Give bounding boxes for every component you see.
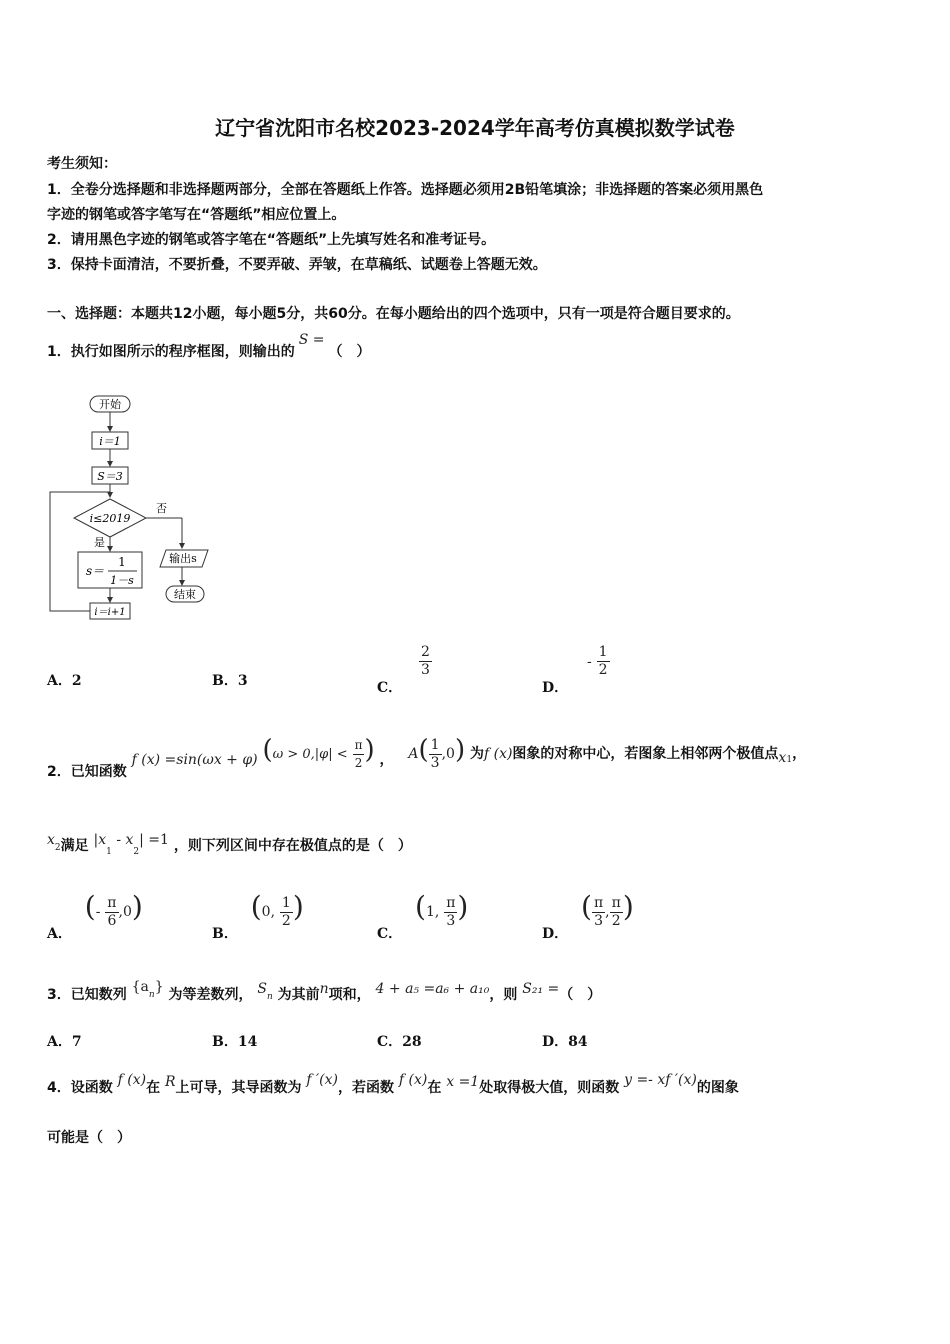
- flowchart: [46, 392, 216, 632]
- q2-option-c: C． (1, $\frac{\pi}{3}$ ): [377, 890, 469, 942]
- flow-yes-label: 是: [94, 536, 105, 549]
- notice-heading: 考生须知：: [47, 156, 117, 172]
- flow-init-s-text: S＝3: [97, 470, 123, 483]
- q3-stem: 3．已知数列 $\{a_n\}$ 为等差数列， $S_n$ 为其前n项和， 4 + a₅ =a₆ + a₁₀，则 S₂₁ =（ ）: [47, 979, 602, 1003]
- notice-item: 1．全卷分选择题和非选择题两部分，全部在答题纸上作答。选择题必须用2B铅笔填涂；非选择题的答案必须用黑色: [47, 182, 764, 198]
- q1-option-c: C． $\frac{2}{3}$: [377, 644, 430, 696]
- flow-assign-num: 1: [118, 555, 126, 569]
- flow-increment-text: i＝i+1: [94, 607, 126, 618]
- q2-option-b: B． (0, $\frac{1}{2}$ ): [212, 890, 304, 942]
- q1-option-a: A．2: [47, 673, 82, 689]
- flow-output-text: 输出s: [169, 552, 197, 565]
- section-heading: 一、选择题：本题共12小题，每小题5分，共60分。在每小题给出的四个选项中，只有一项是符合题目要求的。: [47, 306, 740, 322]
- notice-item: 3．保持卡面清洁，不要折叠，不要弄破、弄皱，在草稿纸、试题卷上答题无效。: [47, 257, 547, 273]
- q2-stem-line1: 2．已知函数 f (x) =sin(ωx + φ) (ω > 0,|φ| < $\frac{\pi}{2}$ ) ， A( $\frac{1}{3}$ ,0) 为f (x)图象的对称中心，若图象上相邻两个极值点$x_1$，: [47, 735, 807, 780]
- q3-option-c: C．28: [377, 1034, 422, 1050]
- q3-option-b: B．14: [212, 1034, 258, 1050]
- flow-init-i-text: i＝1: [99, 435, 121, 448]
- page-title: 辽宁省沈阳市名校2023-2024学年高考仿真模拟数学试卷: [215, 116, 735, 140]
- q2-option-d: D． ( $\frac{\pi}{3}$ , $\frac{\pi}{2}$ ): [542, 890, 634, 942]
- q3-option-d: D．84: [542, 1034, 588, 1050]
- notice-item: 字迹的钢笔或答字笔写在“答题纸”相应位置上。: [47, 207, 346, 223]
- notice-item: 2．请用黑色字迹的钢笔或答字笔在“答题纸”上先填写姓名和准考证号。: [47, 232, 496, 248]
- flow-assign-left: s＝: [86, 564, 105, 578]
- q1-stem: 1．执行如图所示的程序框图，则输出的S =（ ）: [47, 332, 371, 360]
- q1-option-b: B．3: [212, 673, 248, 689]
- q3-option-a: A．7: [47, 1034, 82, 1050]
- q4-stem-line2: 可能是（ ）: [47, 1130, 131, 1146]
- flow-end-text: 结束: [174, 588, 196, 601]
- flow-assign-den: 1－s: [110, 574, 134, 587]
- flow-condition-text: i≤2019: [89, 512, 131, 525]
- q1-option-d: D． - $\frac{1}{2}$: [542, 644, 608, 696]
- flow-start-text: 开始: [99, 398, 121, 411]
- q2-option-a: A． (- $\frac{\pi}{6}$ ,0): [47, 890, 143, 942]
- flow-no-label: 否: [156, 502, 167, 515]
- q2-stem-line2: $x_2$满足 $|x_1 - x_2| =1$ ，则下列区间中存在极值点的是（ ）: [47, 832, 412, 857]
- q4-stem-line1: 4．设函数 f (x)在 R上可导，其导函数为 f ′(x)，若函数 f (x)在 x =1处取得极大值，则函数 y =- xf ′(x)的图象: [47, 1072, 739, 1096]
